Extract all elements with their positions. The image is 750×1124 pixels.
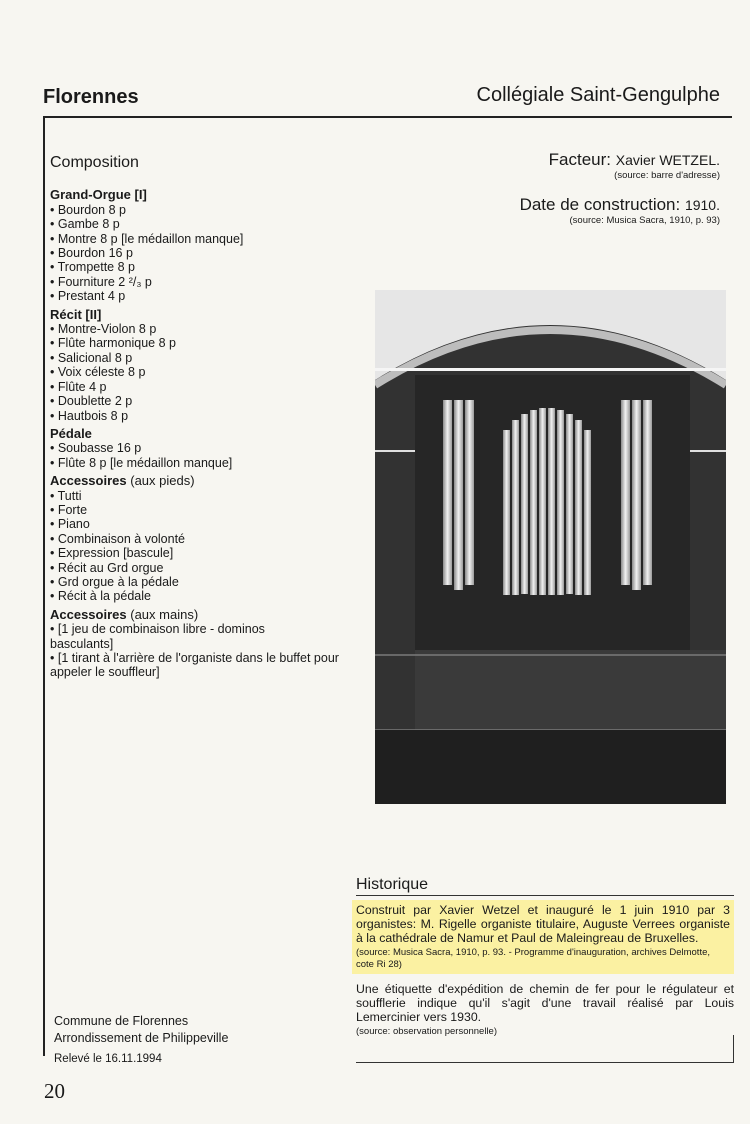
section-title: Récit [II] [50,306,102,322]
stop-item: • Salicional 8 p [50,350,133,365]
construction-line [520,195,720,215]
footer-district: Arrondissement de Philippeville [54,1031,229,1045]
stop-item: • Voix céleste 8 p [50,365,146,380]
stop-item: • Fourniture 2 ²/₃ p [50,274,152,289]
composition-column [50,156,350,680]
organ-photo [375,290,726,804]
section-title-main: Accessoires [50,473,127,489]
history-rule [356,895,734,896]
builder-line [520,150,720,170]
history-side-rule [733,1035,734,1063]
footer-info [54,1013,228,1068]
stop-item: • Montre-Violon 8 p [50,322,157,337]
stop-item: • Soubasse 16 p [50,441,142,456]
section-title [50,608,350,622]
history-bottom-rule [356,1062,734,1063]
stop-item: • Flûte harmonique 8 p [50,336,176,351]
stop-item: • Doublette 2 p [50,394,133,409]
stop-item: • Montre 8 p [le médaillon manque] [50,231,244,246]
section-title [50,474,350,488]
stop-item: • Bourdon 16 p [50,246,133,261]
section-title-sub: (aux mains) [126,606,199,622]
accessory-item: • Tutti [50,488,82,503]
stop-item: • Gambe 8 p [50,217,120,232]
organ-photo-drawing [375,290,726,804]
stop-item: • Bourdon 8 p [50,202,126,217]
footer-date: Relevé le 16.11.1994 [54,1053,162,1065]
builder-info [520,150,720,226]
builder-label: Facteur: [548,150,616,169]
accessory-item: • Récit au Grd orgue [50,560,164,575]
history-source-2: (source: observation personnelle) [356,1026,497,1037]
stop-item: • Prestant 4 p [50,289,126,304]
section-title: Grand-Orgue [I] [50,187,147,203]
section-accessoires-mains [50,608,350,680]
section-accessoires-pieds [50,474,350,604]
margin-rule [43,116,45,1056]
accessory-item: • Piano [50,517,90,532]
stop-item: • Hautbois 8 p [50,408,129,423]
history-section [356,878,734,1038]
history-title: Historique [356,876,429,893]
footer-commune: Commune de Florennes [54,1014,189,1028]
page-church: Collégiale Saint-Gengulphe [476,84,720,106]
accessory-item: • [1 tirant à l'arrière de l'organiste dans le buffet pour appeler le souffleur] [50,651,339,680]
accessory-item: • [1 jeu de combinaison libre - dominos basculants] [50,622,265,651]
builder-name: Xavier WETZEL. [615,152,720,168]
history-source-1: (source: Musica Sacra, 1910, p. 93. - Programme d'inauguration, archives Delmotte, cote Ri 28) [356,947,711,970]
construction-source: (source: Musica Sacra, 1910, p. 93) [569,215,720,226]
history-highlight [352,900,734,974]
section-title: Pédale [50,425,92,441]
history-paragraph-2: Une étiquette d'expédition de chemin de fer pour le régulateur et soufflerie indique qu'il s'agit d'une travail réalisé par Louis Lemercinier vers 1930. [356,982,734,1024]
accessory-item: • Expression [bascule] [50,546,174,561]
history-paragraph-1: Construit par Xavier Wetzel et inauguré le 1 juin 1910 par 3 organistes: M. Rigelle organiste titulaire, Auguste Verrees organiste à la cathédrale de Namur et Paul de Maleingreau de Bruxelles. [356,903,730,945]
accessory-item: • Forte [50,502,88,517]
construction-label: Date de construction: [519,195,685,214]
header-rule [43,116,732,118]
section-title-main: Accessoires [50,606,127,622]
section-grand-orgue [50,188,350,303]
stop-item: • Flûte 8 p [le médaillon manque] [50,455,233,470]
builder-source: (source: barre d'adresse) [614,170,720,181]
composition-title: Composition [50,154,139,171]
page-number: 20 [44,1079,65,1103]
page-city: Florennes [43,86,139,108]
accessory-item: • Récit à la pédale [50,589,151,604]
section-recit [50,308,350,423]
accessory-item: • Grd orgue à la pédale [50,574,179,589]
section-pedale [50,427,350,470]
accessory-item: • Combinaison à volonté [50,531,186,546]
stop-item: • Flûte 4 p [50,379,107,394]
section-title-sub: (aux pieds) [126,473,195,489]
construction-year: 1910. [684,197,720,213]
stop-item: • Trompette 8 p [50,260,135,275]
